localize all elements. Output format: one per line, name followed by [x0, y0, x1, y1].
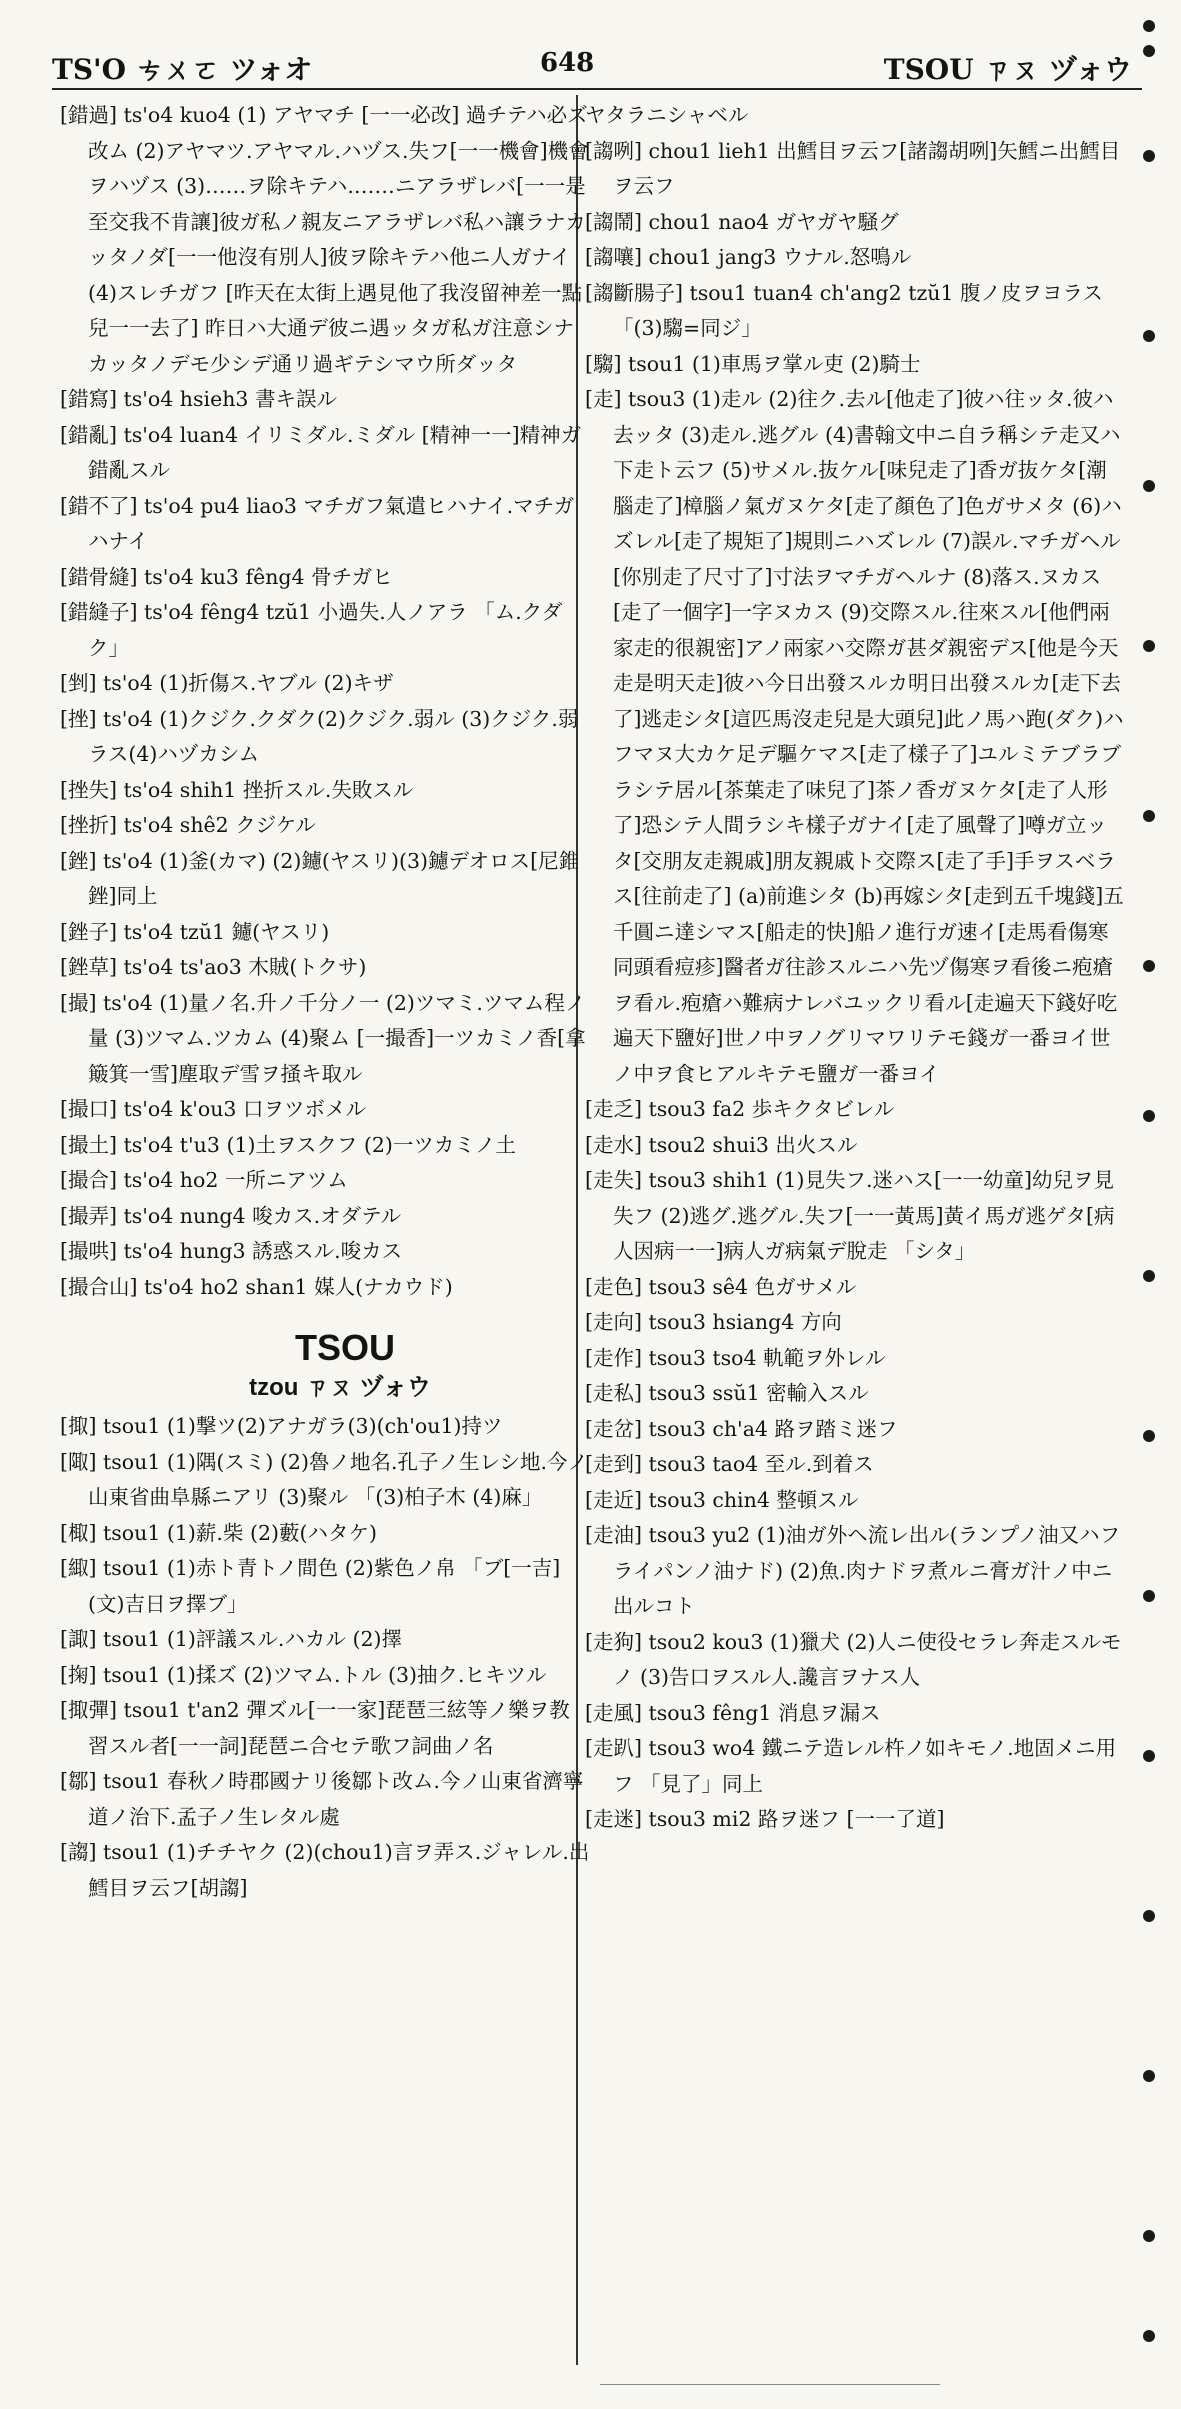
dictionary-entry: [騶] tsou1 (1)車馬ヲ掌ル吏 (2)騎士: [585, 351, 921, 376]
dictionary-entry: [走岔] tsou3 ch'a4 路ヲ踏ミ迷フ: [585, 1416, 898, 1441]
dictionary-entry: [謅嚷] chou1 jang3 ウナル.怒鳴ル: [585, 245, 912, 269]
dictionary-entry: [撮合山] ts'o4 ho2 shan1 媒人(ナカウド): [60, 1274, 453, 1299]
dictionary-entry: [走乏] tsou3 fa2 歩キクタビレル: [585, 1097, 895, 1121]
dictionary-entry: [撮哄] ts'o4 hung3 誘惑スル.唆カス: [60, 1239, 403, 1263]
dictionary-entry: [走私] tsou3 ssŭ1 密輸入スル: [585, 1381, 869, 1405]
dictionary-entry: [謅咧] chou1 lieh1 出鱈目ヲ云フ[諸謅胡咧]矢鱈ニ出鱈目ヲ云フ: [585, 138, 1121, 198]
header-rule: [52, 88, 1142, 90]
dictionary-entry: [走水] tsou2 shui3 出火スル: [585, 1132, 858, 1157]
running-head-right: TSOU ㄗㄡ ヅォウ: [883, 53, 1132, 86]
dictionary-entry: [謅斷腸子] tsou1 tuan4 ch'ang2 tzŭ1 腹ノ皮ヲヨラス 「(3)騶=同ジ」: [585, 280, 1103, 340]
dictionary-entry: [走失] tsou3 shih1 (1)見失フ.迷ハス[一一幼童]幼兒ヲ見失フ (2)逃グ.逃グル.失フ[一一黃馬]黃イ馬ガ逃ゲタ[病人因病一一]病人ガ病氣デ脫走 「シタ」: [585, 1168, 1115, 1263]
dictionary-entry: [掫] tsou1 (1)撃ツ(2)アナガラ(3)(ch'ou1)持ツ: [60, 1414, 503, 1438]
binding-hole-mark: [1143, 1430, 1155, 1442]
dictionary-entry: [走風] tsou3 fêng1 消息ヲ漏ス: [585, 1700, 881, 1725]
dictionary-entry: [銼子] ts'o4 tzŭ1 鑢(ヤスリ): [60, 919, 330, 944]
dictionary-entry: [錯縫子] ts'o4 fêng4 tzŭ1 小過失.人ノアラ 「ム.クダク」: [60, 600, 563, 660]
dictionary-entry: [緅] tsou1 (1)赤ト青トノ間色 (2)紫色ノ帛 「ブ[一吉](文)吉日ヲ擇ブ」: [60, 1556, 561, 1616]
binding-hole-mark: [1143, 45, 1155, 57]
binding-hole-mark: [1143, 960, 1155, 972]
dictionary-entry: [走狗] tsou2 kou3 (1)獵犬 (2)人ニ使役セラレ奔走スルモノ (3)告口ヲスル人.讒言ヲナス人: [585, 1629, 1122, 1689]
binding-hole-mark: [1143, 1270, 1155, 1282]
dictionary-entry: [謅鬧] chou1 nao4 ガヤガヤ騒グ: [585, 209, 899, 234]
dictionary-entry: [走油] tsou3 yu2 (1)油ガ外ヘ流レ出ル(ランプノ油又ハフライパンノ油ナド) (2)魚.肉ナドヲ煮ルニ膏ガ汁ノ中ニ出ルコト: [585, 1523, 1121, 1618]
page-header: [52, 48, 1132, 88]
dictionary-entry: [走作] tsou3 tso4 軌範ヲ外レル: [585, 1345, 886, 1370]
binding-hole-mark: [1143, 480, 1155, 492]
dictionary-entry: [走近] tsou3 chin4 整頓スル: [585, 1487, 859, 1512]
dictionary-entry: [掫彈] tsou1 t'an2 彈ズル[一一家]琵琶三絃等ノ樂ヲ教習スル者[一一詞]琵琶ニ合セテ歌フ詞曲ノ名: [60, 1698, 570, 1758]
dictionary-entry: [錯過] ts'o4 kuo4 (1) アヤマチ [一一必改] 過チテハ必ズ改ム (2)アヤマツ.アヤマル.ハヅス.失フ[一一機會]機會ヲハヅス (3)……ヲ除キテハ.……ニアラザレバ[一一是至交我不肯讓]彼ガ私ノ親友ニアラザレバ私ハ讓ラナカッタノダ[一一他沒有別人]彼ヲ除キテハ他ニ人ガナイ (4)スレチガフ [昨天在太街上遇見他了我沒留神差一點兒一一去了] 昨日ハ大通デ彼ニ遇ッタガ私ガ注意シナカッタノデモ少シデ通リ過ギテシマウ所ダッタ: [60, 103, 589, 376]
binding-hole-mark: [1143, 1590, 1155, 1602]
section-title: TSOU: [294, 1327, 395, 1368]
dictionary-entry: [鄒] tsou1 春秋ノ時郡國ナリ後鄒ト改ム.今ノ山東省濟寧道ノ治下.孟子ノ生レタル處: [60, 1769, 584, 1829]
dictionary-entry: [陬] tsou1 (1)隅(スミ) (2)魯ノ地名.孔子ノ生レシ地.今ノ山東省曲阜縣ニアリ (3)聚ル 「(3)柏子木 (4)麻」: [60, 1449, 588, 1509]
dictionary-entry: [謅] tsou1 (1)チチヤク (2)(chou1)言ヲ弄ス.ジャレル.出鱈目ヲ云フ[胡謅]: [60, 1840, 590, 1900]
dictionary-entry: [撮土] ts'o4 t'u3 (1)土ヲスクフ (2)一ツカミノ土: [60, 1132, 516, 1157]
dictionary-entry: [挫失] ts'o4 shih1 挫折スル.失敗スル: [60, 777, 414, 802]
right-column: [585, 98, 1125, 1838]
dictionary-entry: [剉] ts'o4 (1)折傷ス.ヤブル (2)キザ: [60, 671, 394, 695]
dictionary-entry: [撮弄] ts'o4 nung4 唆カス.オダテル: [60, 1203, 402, 1228]
dictionary-entry: [銼] ts'o4 (1)釜(カマ) (2)鑢(ヤスリ)(3)鑢デオロス[尼錐銼]同上: [60, 848, 580, 908]
dictionary-entry: [撮] ts'o4 (1)量ノ名.升ノ千分ノ一 (2)ツマミ.ツマム程ノ量 (3)ツマム.ツカム (4)聚ム [一撮香]一ツカミノ香[拿簸箕一雪]塵取デ雪ヲ掻キ取ル: [60, 990, 586, 1086]
binding-hole-mark: [1143, 2330, 1155, 2342]
binding-hole-mark: [1143, 150, 1155, 162]
dictionary-entry: [掬] tsou1 (1)揉ズ (2)ツマム.トル (3)抽ク.ヒキツル: [60, 1662, 547, 1687]
dictionary-entry: [走迷] tsou3 mi2 路ヲ迷フ [一一了道]: [585, 1807, 945, 1831]
section-heading: [60, 1325, 590, 1405]
left-column: [60, 98, 590, 1906]
page-number: 648: [540, 48, 595, 78]
binding-hole-mark: [1143, 1910, 1155, 1922]
binding-hole-mark: [1143, 810, 1155, 822]
dictionary-entry: [撮口] ts'o4 k'ou3 口ヲツボメル: [60, 1097, 366, 1121]
dictionary-entry: [走趴] tsou3 wo4 鐵ニテ造レル杵ノ如キモノ.地固メニ用フ 「見了」同上: [585, 1736, 1117, 1796]
dictionary-entry: ヤタラニシャベル: [585, 103, 749, 127]
dictionary-entry: [銼草] ts'o4 ts'ao3 木賊(トクサ): [60, 955, 367, 979]
running-head-left: TS'O ㄘㄨㄛ ツォオ: [52, 53, 313, 86]
dictionary-entry: [錯骨縫] ts'o4 ku3 fêng4 骨チガヒ: [60, 564, 393, 589]
dictionary-entry: [挫折] ts'o4 shê2 クジケル: [60, 813, 316, 837]
binding-hole-mark: [1143, 640, 1155, 652]
binding-hole-mark: [1143, 1750, 1155, 1762]
binding-hole-mark: [1143, 20, 1155, 32]
binding-hole-mark: [1143, 330, 1155, 342]
dictionary-entry: [走到] tsou3 tao4 至ル.到着ス: [585, 1452, 874, 1476]
dictionary-entry: [走色] tsou3 sê4 色ガサメル: [585, 1274, 857, 1299]
dictionary-entry: [錯寫] ts'o4 hsieh3 書キ誤ル: [60, 387, 337, 411]
dictionary-entry: [棷] tsou1 (1)薪.柴 (2)藪(ハタケ): [60, 1520, 377, 1545]
binding-hole-mark: [1143, 2230, 1155, 2242]
dictionary-entry: [走] tsou3 (1)走ル (2)往ク.去ル[他走了]彼ハ往ッタ.彼ハ去ッタ (3)走ル.逃グル (4)書翰文中ニ自ラ稱シテ走又ハ下走ト云フ (5)サメル.抜ケル[味兒走了]香ガ抜ケタ[潮腦走了]樟腦ノ氣ガヌケタ[走了顏色了]色ガサメタ (6)ハズレル[走了規矩了]規則ニハズレル (7)誤ル.マチガヘル[你別走了尺寸了]寸法ヲマチガヘルナ (8)落ス.ヌカス[走了一個字]一字ヌカス (9)交際スル.往來スル[他們兩家走的很親密]アノ兩家ハ交際ガ甚ダ親密デス[他是今天走是明天走]彼ハ今日出發スルカ明日出發スルカ[走下去了]逃走シタ[這匹馬沒走兒是大頭兒]此ノ馬ハ跑(ダク)ハフマヌ大カケ足デ驅ケマス[走了樣子了]ユルミテブラブラシテ居ル[茶葉走了味兒了]茶ノ香ガヌケタ[走了人形了]恐シテ人間ラシキ樣子ガナイ[走了風聲了]噂ガ立ッタ[交朋友走親戚]朋友親戚ト交際ス[走了手]手ヲスベラス[往前走了] (a)前進シタ (b)再嫁シタ[走到五千塊錢]五千圓ニ達シマス[船走的快]船ノ進行ガ速イ[走馬看傷寒同頭看痘疹]醫者ガ往診スルニハ先ヅ傷寒ヲ看後ニ疱瘡ヲ看ル.疱瘡ハ難病ナレバユックリ看ル[走遍天下錢好吃遍天下鹽好]世ノ中ヲノグリマワリテモ錢ガ一番ヨイ世ノ中ヲ食ヒアルキテモ鹽ガ一番ヨイ: [585, 387, 1124, 1086]
dictionary-entry: [挫] ts'o4 (1)クジク.クダク(2)クジク.弱ル (3)クジク.弱ラス(4)ハヅカシム: [60, 706, 579, 766]
dictionary-entry: [諏] tsou1 (1)評議スル.ハカル (2)擇: [60, 1627, 402, 1651]
dictionary-entry: [走向] tsou3 hsiang4 方向: [585, 1310, 842, 1334]
section-subtitle: tzou ㄗㄡ ヅォウ: [249, 1374, 431, 1401]
dictionary-entry: [撮合] ts'o4 ho2 一所ニアツム: [60, 1168, 348, 1192]
dictionary-entry: [錯亂] ts'o4 luan4 イリミダル.ミダル [精神一一]精神ガ錯亂スル: [60, 422, 582, 482]
dictionary-entry: [錯不了] ts'o4 pu4 liao3 マチガフ氣遣ヒハナイ.マチガハナイ: [60, 493, 575, 553]
binding-hole-mark: [1143, 2070, 1155, 2082]
binding-hole-mark: [1143, 1110, 1155, 1122]
footer-rule: [600, 2384, 940, 2385]
